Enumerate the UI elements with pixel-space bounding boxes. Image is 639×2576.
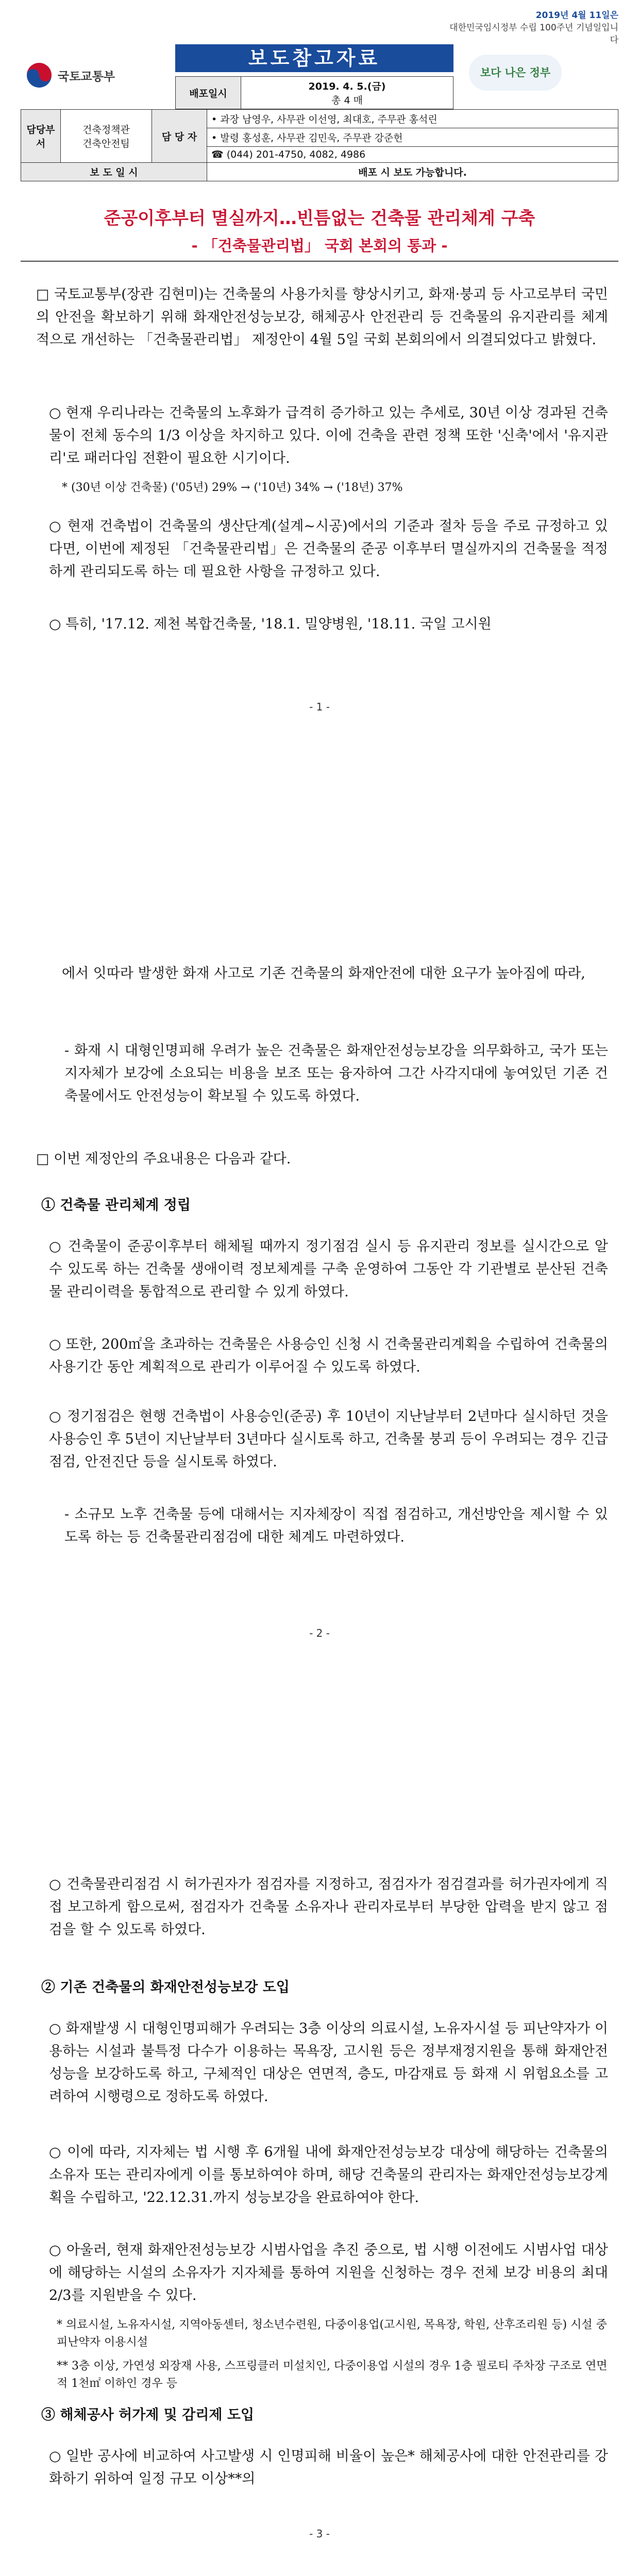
bullet-aging: ○ 현재 우리나라는 건축물의 노후화가 급격히 증가하고 있는 추세로, 30년 이상 경과된 건축물이 전체 동수의 1/3 이상을 차지하고 있다. 이에 건축을 관련 정책 또한 '신축'에서 '유지관리'로 패러다임 전환이 필요한 시기이다. xyxy=(49,405,608,466)
stat-note: * (30년 이상 건축물) ('05년) 29% → ('10년) 34% → ('18년) 37% xyxy=(62,481,403,494)
person-label: 담 당 자 xyxy=(152,110,207,163)
page-3 xyxy=(0,1822,639,2576)
s1-management-plan: ○ 또한, 200㎡을 초과하는 건축물은 사용승인 신청 시 건축물관리계획을 수립하여 건축물의 사용기간 동안 계획적으로 관리가 이루어질 수 있도록 하였다. xyxy=(49,1336,608,1375)
s3-demolition-permit: ○ 일반 공사에 비교하여 사고발생 시 인명피해 비율이 높은* 해체공사에 대한 안전관리를 강화하기 위하여 일정 규모 이상**의 xyxy=(49,2448,608,2487)
taegeuk-icon xyxy=(26,62,53,89)
person-2: • 발령 홍성훈, 사무관 김민욱, 주무관 강준헌 xyxy=(207,128,618,147)
s2-note-1: * 의료시설, 노유자시설, 지역아동센터, 청소년수련원, 다중이용업(고시원, 목욕장, 학원, 산후조리원 등) 시설 중 피난약자 이용시설 xyxy=(57,2318,607,2349)
embargo-value: 배포 시 보도 가능합니다. xyxy=(207,163,618,181)
ministry-name: 국토교통부 xyxy=(58,70,115,83)
ministry-logo xyxy=(26,49,129,101)
page-number-3: - 3 - xyxy=(309,2528,330,2540)
gov-slogan-logo xyxy=(469,55,562,91)
s1-regular-inspection: ○ 정기점검은 현행 건축법이 사용승인(준공) 후 10년이 지난날부터 2년마다 실시하던 것을 사용승인 후 5년이 지난날부터 3년마다 실시토록 하고, 건축물 붕괴 등이 우려되는 경우 긴급점검, 안전진단 등을 실시토록 하였다. xyxy=(49,1409,608,1470)
lead-paragraph: □ 국토교통부(장관 김현미)는 건축물의 사용가치를 향상시키고, 화재·붕괴 등 사고로부터 국민의 안전을 확보하기 위해 화재안전성능보강, 해체공사 안전관리 등 건축물의 유지관리를 체계적으로 개선하는 「건축물관리법」 제정안이 4월 5일 국회 본회의에서 의결되었다고 밝혔다. xyxy=(36,286,608,348)
bullet-fire-cases: ○ 특히, '17.12. 제천 복합건축물, '18.1. 밀양병원, '18.11. 국일 고시원 xyxy=(49,616,492,632)
embargo-label: 보 도 일 시 xyxy=(21,163,207,181)
page-title: 준공이후부터 멸실까지…빈틈없는 건축물 관리체계 구축 xyxy=(104,208,535,229)
section-3-heading: ③ 해체공사 허가제 및 감리제 도입 xyxy=(41,2407,255,2423)
page-number-1: - 1 - xyxy=(309,701,330,713)
contact-table xyxy=(21,109,618,181)
s1-inspector-designation: ○ 건축물관리점검 시 허가권자가 점검자를 지정하고, 점검자가 점검결과를 허가권자에게 직접 보고하게 함으로써, 점검자가 건축물 소유자나 관리자로부터 부당한 압력을 받지 않고 점검을 할 수 있도록 하였다. xyxy=(49,1876,608,1938)
s2-pilot-project: ○ 아울러, 현재 화재안전성능보강 시범사업을 추진 중으로, 법 시행 이전에도 시범사업 대상에 해당하는 시설의 소유자가 지자체를 통하여 지원을 신청하는 경우 전체 보강 비용의 최대 2/3를 지원받을 수 있다. xyxy=(49,2242,608,2303)
dept-2: 건축안전팀 xyxy=(82,138,130,149)
s2-deadline: ○ 이에 따라, 지자체는 법 시행 후 6개월 내에 화재안전성능보강 대상에 해당하는 건축물의 소유자 또는 관리자에게 이를 통보하여야 하며, 해당 건축물의 관리자는 화재안전성능보강계획을 수립하고, '22.12.31.까지 성능보강을 완료하여야 한다. xyxy=(49,2144,608,2206)
s1-small-buildings: - 소규모 노후 건축물 등에 대해서는 지자체장이 직접 점검하고, 개선방안을 제시할 수 있도록 하는 등 건축물관리점검에 대한 체계도 마련하였다. xyxy=(64,1506,608,1545)
s2-target-facilities: ○ 화재발생 시 대형인명피해가 우려되는 3층 이상의 의료시설, 노유자시설 등 피난약자가 이용하는 시설과 불특정 다수가 이용하는 목욕장, 고시원 등은 정부재정지원을 통해 화재안전성능을 보강하도록 하고, 구체적인 대상은 연면적, 층도, 마감재료 등 화재 시 위험요소를 고려하여 시행령으로 정하도록 하였다. xyxy=(49,2021,608,2105)
bullet-law-scope: ○ 현재 건축법이 건축물의 생산단계(설계~시공)에서의 기준과 절차 등을 주로 규정하고 있다면, 이번에 제정된 「건축물관리법」은 건축물의 준공 이후부터 멸실까지의 건축물을 적정하게 관리되도록 하는 데 필요한 사항을 규정하고 있다. xyxy=(49,518,608,580)
page-number-2: - 2 - xyxy=(309,1627,330,1639)
dept-label: 담당부서 xyxy=(21,110,61,163)
dash-fire-retrofit: - 화재 시 대형인명피해 우려가 높은 건축물은 화재안전성능보강을 의무화하고, 국가 또는 지자체가 보강에 소요되는 비용을 보조 또는 융자하여 그간 사각지대에 놓여있던 기존 건축물에서도 안전성능이 확보될 수 있도록 하였다. xyxy=(64,1043,608,1104)
page-subtitle: - 「건축물관리법」 국회 본회의 통과 - xyxy=(191,237,448,255)
header-table xyxy=(175,76,453,109)
lead-main-points: □ 이번 제정안의 주요내용은 다음과 같다. xyxy=(36,1151,291,1167)
person-1: • 과장 남영우, 사무관 이선영, 최대호, 주무관 홍석린 xyxy=(207,110,618,128)
fire-cases-cont: 에서 잇따라 발생한 화재 사고로 기존 건축물의 화재안전에 대한 요구가 높아짐에 따라, xyxy=(62,965,585,981)
banner-slogan: 대한민국임시정부 수립 100주년 기념일입니다 xyxy=(449,23,618,45)
s1-lifecycle-info: ○ 건축물이 준공이후부터 해체될 때까지 정기점검 실시 등 유지관리 정보를 실시간으로 알 수 있도록 하는 건축물 생애이력 정보체계를 구축 운영하여 그동안 각 기관별로 분산된 건축물 관리이력을 통합적으로 관리할 수 있게 하였다. xyxy=(49,1239,608,1300)
release-date: 2019. 4. 5.(금) xyxy=(308,81,386,92)
release-label: 배포일시 xyxy=(176,77,241,109)
page-1 xyxy=(0,0,639,911)
person-3: ☎ (044) 201-4750, 4082, 4986 xyxy=(207,147,618,163)
gov-slogan-text: 보다 나은 정부 xyxy=(480,66,551,79)
title-divider xyxy=(21,261,618,262)
s2-note-2: ** 3층 이상, 가연성 외장재 사용, 스프링클러 미설치인, 다중이용업 시설의 경우 1층 필로티 주차장 구조로 연면적 1천㎡ 이하인 경우 등 xyxy=(57,2360,608,2390)
doc-type-title: 보도참고자료 xyxy=(175,44,453,72)
title-block xyxy=(21,206,618,258)
dept-1: 건축정책관 xyxy=(82,124,130,135)
section-2-heading: ② 기존 건축물의 화재안전성능보강 도입 xyxy=(41,1979,290,1995)
page-count: 총 4 매 xyxy=(331,95,363,106)
section-1-heading: ① 건축물 관리체계 정립 xyxy=(41,1197,191,1213)
banner-date: 2019년 4월 11일은 xyxy=(535,10,618,21)
page-2 xyxy=(0,911,639,1822)
